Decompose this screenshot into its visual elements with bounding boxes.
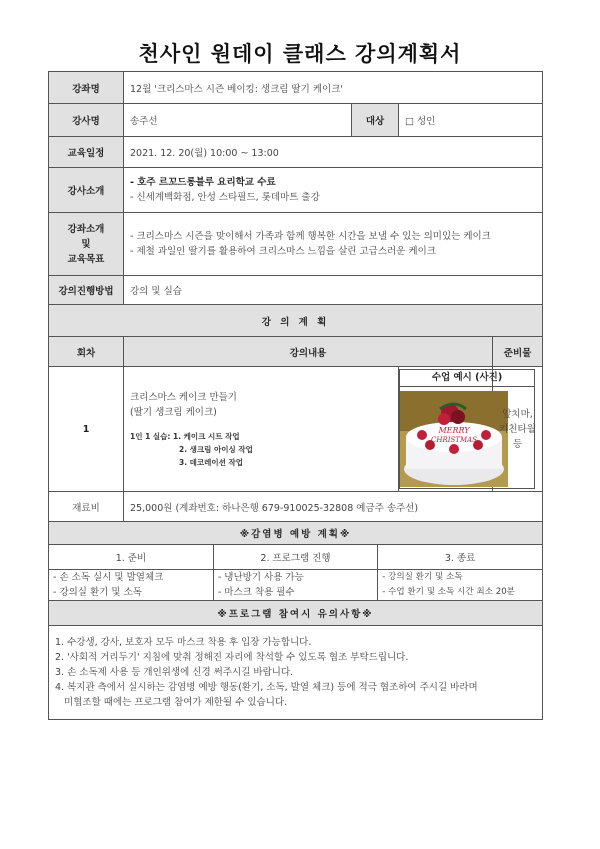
prevention-cell [49,545,543,601]
row-fee [49,492,543,522]
prevention-item: - 강의실 환기 및 소독 [53,586,142,598]
prevention-item: - 냉난방기 사용 가능 [217,571,304,583]
intro-value [124,168,543,213]
note-item: 3. 손 소독제 사용 등 개인위생에 신경 써주시길 바랍니다. [55,667,294,678]
row-prevention-header [49,522,543,545]
prevention-item: - 마스크 착용 필수 [217,586,295,598]
photo-caption: 수업 예시 (사진) [400,370,534,387]
notes-header: ※프로그램 참여시 유의사항※ [49,601,543,626]
row-course [49,72,543,104]
col-supplies: 준비물 [493,337,543,367]
cake-lettering: CHRISTMAS [431,436,477,444]
prevention-item: - 수업 환기 및 소독 시간 최소 20분 [382,586,515,597]
row-plan-columns [49,337,543,367]
fee-value: 25,000원 (계좌번호: 하나은행 679-910025-32808 예금주 송주선) [124,492,543,522]
goal-label [49,213,124,276]
prevention-col-items [213,569,377,600]
prevention-table [49,545,542,600]
lesson-plan-table [48,71,543,720]
goal-label-line: 교육목표 [67,253,105,265]
schedule-label: 교육일정 [49,137,124,168]
supplies-line: 앞치마, [502,408,533,420]
prevention-col-title: 2. 프로그램 진행 [213,545,377,569]
course-label: 강좌명 [49,72,124,104]
note-item: 미협조할 때에는 프로그램 참여가 제한될 수 있습니다. [55,697,288,708]
row-prevention [49,545,543,601]
course-value: 12월 '크리스마스 시즌 베이킹: 생크림 딸기 케이크' [124,72,543,104]
prevention-col-items [378,569,542,600]
prevention-item: - 손 소독 실시 및 발열체크 [53,571,164,583]
target-label: 대상 [352,104,399,137]
note-item: 1. 수강생, 강사, 보호자 모두 마스크 착용 후 입장 가능합니다. [55,637,312,648]
row-method [49,276,543,305]
note-item: 2. '사회적 거리두기' 지침에 맞춰 정해진 자리에 착석할 수 있도록 협조 부탁드립니다. [55,652,409,663]
photo-cell [399,367,503,492]
method-value: 강의 및 실습 [124,276,543,305]
cake-photo [400,391,508,487]
intro-line: - 신세계백화점, 안성 스타필드, 롯데마트 출강 [130,192,320,203]
document-title: 천사인 원데이 클래스 강의계획서 [138,42,462,66]
supplies-line: 키친타월 등 [499,423,536,450]
target-value: □ 성인 [399,104,543,137]
row-schedule [49,137,543,168]
prevention-header: ※감염병 예방 계획※ [49,522,543,545]
fee-label: 재료비 [49,492,124,522]
intro-label: 강사소개 [49,168,124,213]
row-goal [49,213,543,276]
instructor-label: 강사명 [49,104,124,137]
goal-line: - 크리스마스 시즌을 맞이해서 가족과 함께 행복한 시간을 보낼 수 있는 의미있는 케이크 [130,231,491,242]
col-session: 회차 [49,337,124,367]
row-intro [49,168,543,213]
goal-label-line: 강좌소개 [67,223,105,235]
goal-line: - 제철 과일인 딸기를 활용하여 크리스마스 느낌을 살린 고급스러운 케이크 [130,246,436,257]
prevention-col-title: 1. 준비 [49,545,213,569]
schedule-value: 2021. 12. 20(월) 10:00 ~ 13:00 [124,137,543,168]
prevention-item: - 강의실 환기 및 소독 [382,571,463,582]
instructor-value: 송주선 [124,104,352,137]
row-session-1 [49,367,543,492]
col-content: 강의내용 [124,337,493,367]
session-content [124,367,399,492]
row-plan-header [49,305,543,337]
note-item: 4. 복지관 측에서 실시하는 감염병 예방 행동(환기, 소독, 발열 체크) 등에 적극 협조하여 주시길 바라며 [55,682,478,693]
notes-list [49,626,543,720]
step-line: 1인 1 실습: 1. 케이크 시트 작업 [130,431,240,441]
method-label: 강의진행방법 [49,276,124,305]
content-line: 크리스마스 케이크 만들기 [130,391,237,403]
content-line: (딸기 생크림 케이크) [130,406,217,418]
goal-value [124,213,543,276]
row-notes-header [49,601,543,626]
row-instructor [49,104,543,137]
session-number: 1 [49,367,124,492]
cake-lettering: MERRY [438,426,470,435]
plan-header: 강 의 계 획 [49,305,543,337]
intro-line: - 호주 르꼬드롱블루 요리학교 수료 [130,177,276,188]
step-line: 2. 생크림 아이싱 작업 [179,444,253,454]
prevention-col-title: 3. 종료 [378,545,542,569]
row-notes [49,626,543,720]
step-line: 3. 데코레이션 작업 [179,457,244,467]
prevention-col-items [49,569,213,600]
goal-label-line: 및 [81,238,91,250]
